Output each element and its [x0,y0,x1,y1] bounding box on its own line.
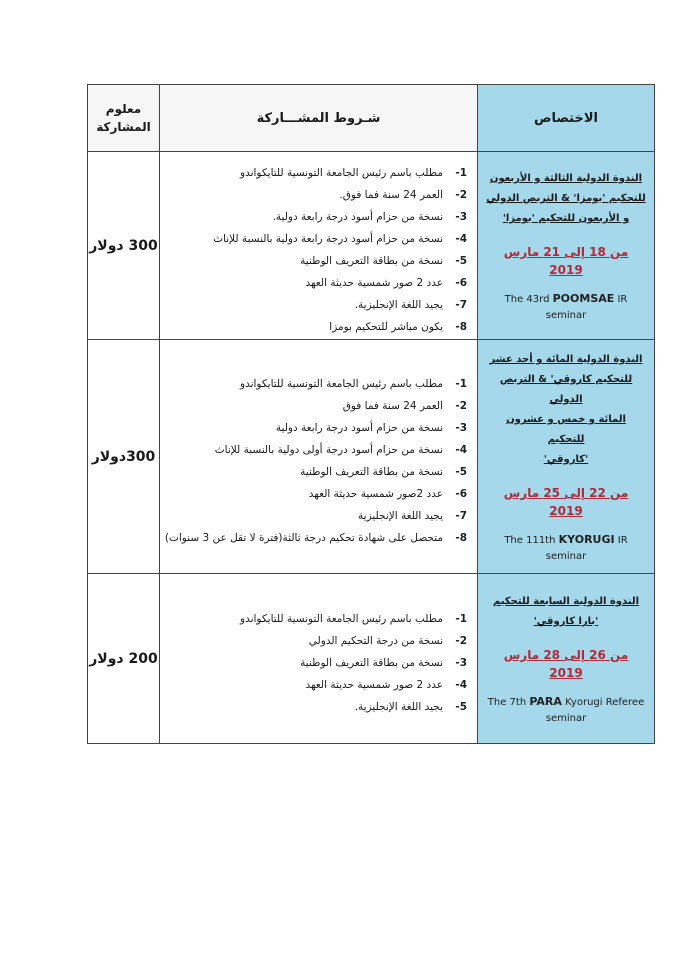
condition-number: 3- [455,421,467,434]
condition-item [166,674,467,696]
specialty-cell [478,152,655,340]
condition-number: 4- [455,678,467,691]
seminar-date: من 22 إلى 25 مارس 2019 [503,486,629,518]
seminar-english-name: The 7th PARA Kyorugi Referee seminar [487,695,645,724]
condition-number: 8- [455,320,467,333]
condition-text: عدد 2 صور شمسية حديثة العهد [305,276,443,289]
seminar-title-line: الندوة الدولية المائة و أحد عشر [489,354,643,365]
conditions-cell [160,340,478,574]
fee-cell: 200 دولار [88,574,160,744]
condition-number: 4- [455,232,467,245]
condition-text: يجيد اللغة الإنجليزية [358,509,443,522]
seminar-title-line: الندوة الدولية السابعة للتحكيم [492,596,640,607]
condition-item [166,294,467,316]
condition-number: 2- [455,634,467,647]
condition-text: عدد 2صور شمسية حديثة العهد [308,487,443,500]
condition-text: متحصل على شهادة تحكيم درجة ثالثة(فترة لا تقل عن 3 سنوات) [164,531,443,544]
condition-number: 1- [455,612,467,625]
seminar-title-line: المائة و خمس و عشرون للتحكيم [506,414,626,445]
condition-item [166,608,467,630]
condition-item [166,505,467,527]
condition-number: 1- [455,377,467,390]
header-row [88,85,655,152]
fee-header [88,85,160,152]
condition-text: مطلب باسم رئيس الجامعة التونسية للتايكواندو [240,612,443,625]
condition-number: 7- [455,298,467,311]
conditions-cell [160,152,478,340]
condition-item [166,162,467,184]
fee-cell: 300دولار [88,340,160,574]
condition-number: 8- [455,531,467,544]
condition-item [166,250,467,272]
seminar-english-name: The 43rd POOMSAE IR seminar [504,292,628,321]
condition-text: يجيد اللغة الإنجليزية. [354,700,443,713]
condition-number: 6- [455,276,467,289]
table-row [88,152,655,340]
condition-item [166,228,467,250]
specialty-cell [478,340,655,574]
seminar-date: من 26 إلى 28 مارس 2019 [503,648,629,680]
condition-number: 1- [455,166,467,179]
condition-text: مطلب باسم رئيس الجامعة التونسية للتايكواندو [240,166,443,179]
seminar-title-line: للتحكيم كاروقي' & التربص الدولي [499,374,633,405]
condition-number: 7- [455,509,467,522]
condition-item [166,272,467,294]
condition-text: العمر 24 سنة فما فوق [342,399,443,412]
condition-text: نسخة من درجة التحكيم الدولي [308,634,443,647]
condition-text: نسخة من حزام أسود درجة رابعة دولية [275,421,443,434]
seminar-title-line: للتحكيم 'بومزا' & التربص الدولي [486,193,646,204]
condition-text: نسخة من بطاقة التعريف الوطنية [300,465,443,478]
condition-number: 3- [455,656,467,669]
condition-item [166,696,467,718]
specialty-header: الاختصاص [478,85,655,152]
condition-text: نسخة من بطاقة التعريف الوطنية [300,254,443,267]
seminar-table [87,84,655,744]
condition-item [166,206,467,228]
condition-item [166,395,467,417]
condition-text: نسخة من حزام أسود درجة رابعة دولية بالنسبة للإناث [213,232,443,245]
condition-number: 5- [455,465,467,478]
fee-header-line2: المشاركة [96,120,151,134]
condition-number: 5- [455,254,467,267]
condition-number: 2- [455,399,467,412]
seminar-title-line: و الأربعون للتحكيم 'بومزا' [502,213,630,224]
condition-number: 4- [455,443,467,456]
seminar-title [486,169,646,229]
condition-item [166,373,467,395]
condition-text: العمر 24 سنة فما فوق. [339,188,443,201]
condition-text: يكون مباشر للتحكيم بومزا [329,320,443,333]
condition-item [166,630,467,652]
conditions-cell [160,574,478,744]
condition-number: 3- [455,210,467,223]
condition-item [166,527,467,549]
condition-item [166,417,467,439]
seminar-title [486,350,646,470]
seminar-title-line: 'كاروقي' [543,454,589,465]
condition-item [166,184,467,206]
condition-number: 6- [455,487,467,500]
condition-text: نسخة من حزام أسود درجة أولى دولية بالنسبة للإناث [214,443,443,456]
seminar-title-line: الندوة الدولية الثالثة و الأربعون [489,173,643,184]
condition-text: نسخة من بطاقة التعريف الوطنية [300,656,443,669]
seminar-title [486,592,646,632]
condition-item [166,483,467,505]
conditions-list [160,365,477,549]
condition-number: 2- [455,188,467,201]
specialty-cell [478,574,655,744]
condition-text: يجيد اللغة الإنجليزية. [354,298,443,311]
condition-text: مطلب باسم رئيس الجامعة التونسية للتايكواندو [240,377,443,390]
condition-text: نسخة من حزام أسود درجة رابعة دولية. [272,210,443,223]
table-row [88,574,655,744]
fee-cell: 300 دولار [88,152,160,340]
conditions-list [160,600,477,718]
seminar-title-line: 'بارا كاروقي' [533,616,599,627]
condition-text: عدد 2 صور شمسية حديثة العهد [305,678,443,691]
fee-header-line1: معلوم [105,102,142,116]
conditions-header: شـروط المشـــاركة [160,85,478,152]
table-row [88,340,655,574]
seminar-english-name: The 111th KYORUGI IR seminar [504,533,628,562]
seminar-date: من 18 إلى 21 مارس 2019 [503,245,629,277]
condition-item [166,461,467,483]
condition-item [166,652,467,674]
condition-item [166,316,467,338]
conditions-list [160,154,477,338]
condition-number: 5- [455,700,467,713]
condition-item [166,439,467,461]
